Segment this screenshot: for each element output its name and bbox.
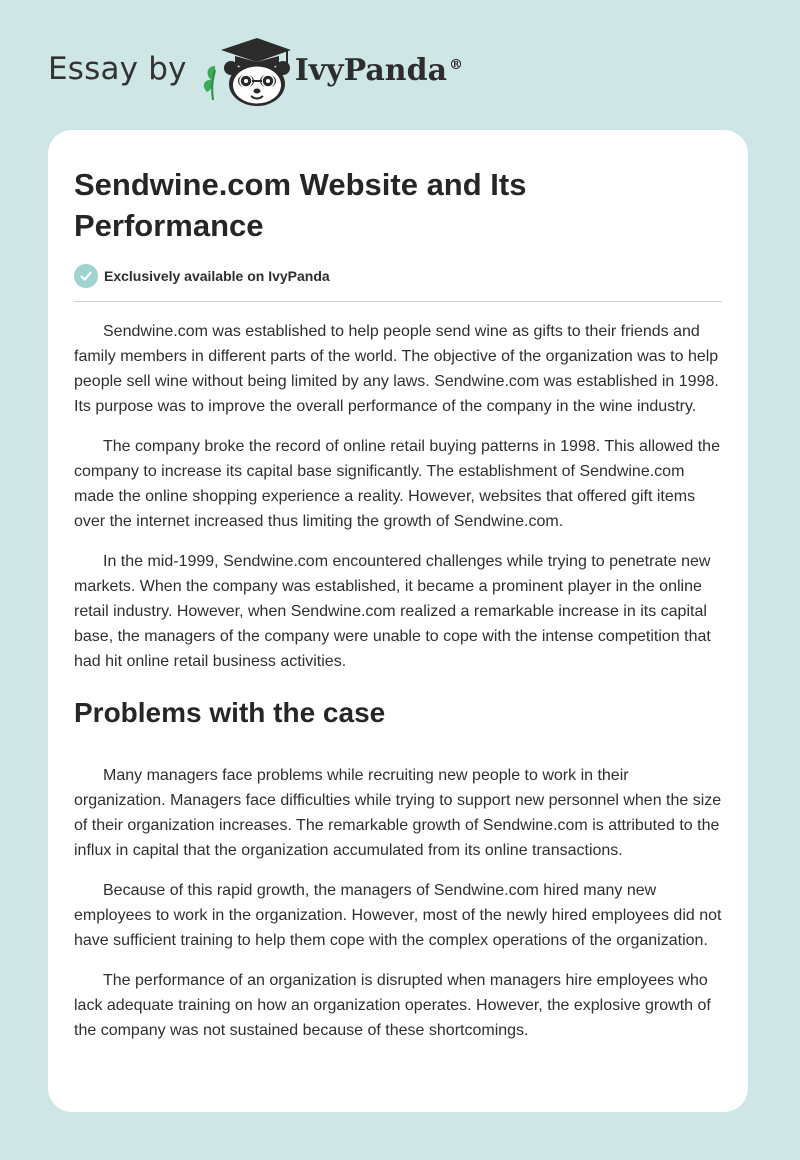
exclusive-badge-label: Exclusively available on IvyPanda	[104, 268, 330, 284]
page-title: Sendwine.com Website and Its Performance	[74, 167, 527, 243]
essay-card	[48, 130, 748, 1112]
paragraph: In the mid-1999, Sendwine.com encountered challenges while trying to penetrate new markets. When the company was established, it became a prominent player in the online retail industry. However, when Sendwine.com realized a remarkable increase in its capital base, the managers of the company were unable to cope with the intense competition that had hit online retail business activities.	[74, 553, 711, 670]
section-heading: Problems with the case	[74, 697, 386, 728]
paragraph: Many managers face problems while recruiting new people to work in their organization. Managers face difficulties while trying to support new personnel when the size of their organization increases. The remarkable growth of Sendwine.com is attributed to the influx in capital that the organization accumulated from its online transactions.	[74, 767, 722, 859]
paragraph: The company broke the record of online retail buying patterns in 1998. This allowed the company to increase its capital base significantly. The establishment of Sendwine.com made the online shopping experience a reality. However, websites that offered gift items over the internet increased thus limiting the growth of Sendwine.com.	[74, 438, 720, 530]
panda-mascot-icon	[201, 36, 293, 108]
brand-header[interactable]	[48, 34, 463, 110]
brand-prefix: Essay by	[48, 51, 187, 87]
checkmark-icon	[74, 264, 98, 288]
essay-body	[74, 319, 722, 1043]
registered-mark: ®	[449, 56, 464, 73]
exclusive-badge	[74, 264, 722, 302]
paragraph: Because of this rapid growth, the managers of Sendwine.com hired many new employees to work in the organization. However, most of the newly hired employees did not have sufficient training to help them cope with the complex operations of the organization.	[74, 882, 722, 949]
brand-name: IvyPanda ®	[294, 52, 464, 88]
paragraph: Sendwine.com was established to help people send wine as gifts to their friends and family members in different parts of the world. The objective of the organization was to help people sell wine without being limited by any laws. Sendwine.com was established in 1998. Its purpose was to improve the overall performance of the company in the wine industry.	[74, 323, 719, 415]
paragraph: The performance of an organization is disrupted when managers hire employees who lack adequate training on how an organization operates. However, the explosive growth of the company was not sustained because of these shortcomings.	[74, 972, 711, 1039]
